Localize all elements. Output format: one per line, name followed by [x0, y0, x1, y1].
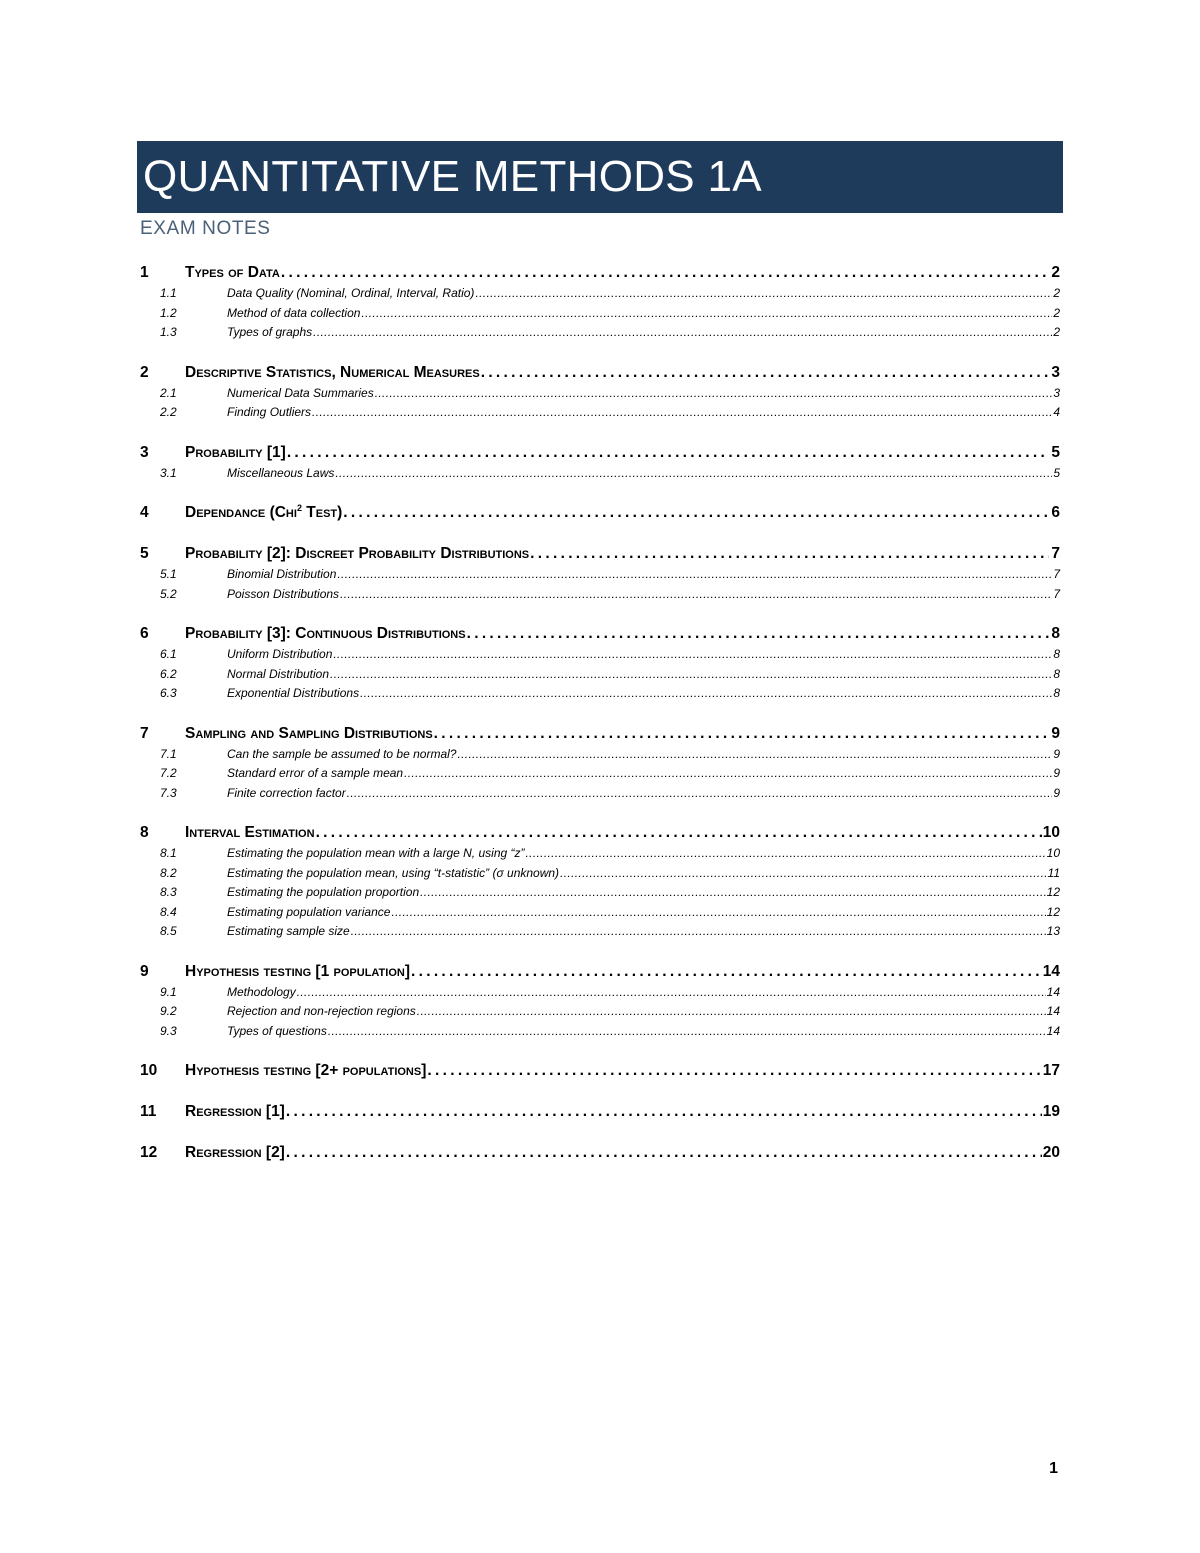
toc-page-number: 7: [1051, 545, 1060, 562]
toc-leader-dots: [475, 284, 1052, 304]
toc-section-title-end: Test): [301, 504, 343, 521]
toc-sub-entry[interactable]: [140, 645, 1060, 665]
toc-subsection-title: Finding Outliers: [227, 405, 312, 419]
toc-subsection-number: 8.1: [160, 846, 177, 860]
toc-subsection-number: 7.2: [160, 766, 177, 780]
toc-subsection-title: Estimating sample size: [227, 924, 350, 938]
toc-subsection-title: Poisson Distributions: [227, 586, 340, 601]
toc-section: [140, 623, 1060, 704]
toc-leader-dots: [340, 585, 1052, 605]
toc-leader-dots: [333, 645, 1052, 665]
toc-subsection-number: 8.2: [160, 865, 177, 880]
toc-sub-entry[interactable]: [140, 565, 1060, 585]
toc-leader-dots: [417, 1002, 1046, 1022]
document-title: QUANTITATIVE METHODS 1A: [143, 152, 762, 201]
toc-subsection-title: Miscellaneous Laws: [227, 465, 335, 480]
toc-sub-entry[interactable]: [140, 864, 1060, 884]
toc-subsection-number: 8.3: [160, 885, 177, 899]
toc-section-title: [185, 1142, 285, 1164]
toc-subsection-title: Methodology: [227, 984, 296, 999]
toc-leader-dots: [337, 565, 1052, 585]
toc-sub-entry[interactable]: [140, 284, 1060, 304]
toc-section-title-text: Hypothesis testing [2+ populations]: [185, 1062, 427, 1079]
toc-subsection-title: Estimating population variance: [227, 904, 391, 919]
toc-page-number: 20: [1042, 1144, 1060, 1161]
toc-main-entry[interactable]: [140, 723, 1060, 745]
toc-main-entry[interactable]: [140, 1142, 1060, 1164]
page-number: 1: [1049, 1460, 1058, 1477]
toc-sub-entry[interactable]: [140, 922, 1060, 942]
toc-sub-entry[interactable]: [140, 384, 1060, 404]
toc-sub-entry[interactable]: [140, 903, 1060, 923]
toc-page-number: 6: [1051, 504, 1060, 521]
toc-subsection-title: Normal Distribution: [227, 666, 330, 681]
toc-title-superscript: 2: [296, 502, 302, 513]
toc-subsection-number: 6.3: [160, 686, 177, 700]
toc-sub-entry[interactable]: [140, 784, 1060, 804]
toc-subsection-title: Estimating the population mean with a large N, using “z”: [227, 846, 525, 860]
toc-leader-dots: [427, 1060, 1041, 1082]
toc-sub-entry[interactable]: [140, 464, 1060, 484]
toc-leader-dots: [467, 623, 1049, 645]
toc-leader-dots: [526, 844, 1046, 864]
toc-main-entry[interactable]: [140, 1101, 1060, 1123]
toc-section-title: [185, 1060, 426, 1082]
toc-section-title-text: Probability [3]: Continuous Distributions: [185, 625, 466, 642]
toc-leader-dots: [560, 864, 1046, 884]
toc-section-title: [185, 822, 315, 844]
toc-subsection-title: Binomial Distribution: [227, 567, 337, 581]
toc-leader-dots: [286, 1142, 1042, 1164]
toc-subsection-title: Types of graphs: [227, 325, 313, 339]
toc-section-title-text: Regression [1]: [185, 1103, 285, 1120]
toc-main-entry[interactable]: [140, 362, 1060, 384]
toc-section-title-text: Hypothesis testing [1 population]: [185, 962, 410, 980]
toc-section-title: [185, 543, 529, 565]
toc-section: [140, 362, 1060, 423]
toc-section: [140, 502, 1060, 524]
toc-sub-entry[interactable]: [140, 764, 1060, 784]
toc-sub-entry[interactable]: [140, 665, 1060, 685]
toc-section-title: [185, 442, 286, 464]
toc-subsection-number: 2.2: [160, 405, 177, 419]
toc-section: [140, 822, 1060, 942]
toc-page-number: 14: [1042, 962, 1060, 980]
toc-subsection-title: Data Quality (Nominal, Ordinal, Interval, Ratio): [227, 286, 475, 300]
toc-leader-dots: [328, 1022, 1046, 1042]
toc-section-title-text: Descriptive Statistics, Numerical Measures: [185, 363, 480, 381]
toc-subsection-number: 1.2: [160, 305, 177, 320]
toc-section-title-text: Sampling and Sampling Distributions: [185, 724, 433, 742]
toc-section-title-text: Interval Estimation: [185, 824, 315, 841]
toc-section-title-text: Types of Data: [185, 264, 280, 281]
toc-section-title-text: Probability [2]: Discreet Probability Distributions: [185, 545, 530, 562]
toc-subsection-number: 9.2: [160, 1004, 177, 1018]
toc-leader-dots: [391, 903, 1045, 923]
document-subtitle: EXAM NOTES: [140, 218, 271, 239]
toc-page-number: 8: [1053, 666, 1060, 681]
toc-sub-entry[interactable]: [140, 844, 1060, 864]
toc-sub-entry[interactable]: [140, 304, 1060, 324]
toc-subsection-number: 8.4: [160, 904, 177, 919]
toc-section-title: [185, 502, 342, 524]
toc-page-number: 5: [1051, 443, 1060, 461]
toc-subsection-number: 5.1: [160, 567, 177, 581]
toc-sub-entry[interactable]: [140, 403, 1060, 423]
toc-section: [140, 1142, 1060, 1164]
toc-section-number: 2: [140, 363, 149, 381]
toc-main-entry[interactable]: [140, 822, 1060, 844]
toc-leader-dots: [335, 464, 1052, 484]
toc-sub-entry[interactable]: [140, 983, 1060, 1003]
toc-page-number: 9: [1051, 724, 1060, 742]
toc-section: [140, 262, 1060, 343]
toc-section-title: [185, 961, 410, 983]
toc-section-number: 8: [140, 824, 149, 841]
toc-main-entry[interactable]: [140, 442, 1060, 464]
toc-page-number: 8: [1053, 647, 1060, 661]
toc-leader-dots: [347, 784, 1053, 804]
toc-page-number: 5: [1053, 465, 1060, 480]
toc-main-entry[interactable]: [140, 623, 1060, 645]
toc-leader-dots: [297, 983, 1046, 1003]
toc-page-number: 4: [1053, 405, 1060, 419]
toc-page-number: 8: [1051, 625, 1060, 642]
toc-subsection-number: 5.2: [160, 586, 177, 601]
toc-leader-dots: [351, 922, 1046, 942]
toc-page-number: 13: [1046, 924, 1060, 938]
toc-subsection-number: 7.3: [160, 785, 177, 800]
toc-leader-dots: [411, 961, 1042, 983]
toc-page-number: 12: [1046, 885, 1060, 899]
toc-sub-entry[interactable]: [140, 684, 1060, 704]
toc-main-entry[interactable]: [140, 543, 1060, 565]
toc-section-title-text: Probability [1]: [185, 443, 286, 461]
toc-leader-dots: [312, 403, 1052, 423]
toc-subsection-title: Numerical Data Summaries: [227, 385, 374, 400]
toc-subsection-number: 8.5: [160, 924, 177, 938]
toc-page-number: 2: [1053, 325, 1060, 339]
toc-page-number: 2: [1051, 264, 1060, 281]
toc-sub-entry[interactable]: [140, 323, 1060, 343]
toc-leader-dots: [404, 764, 1052, 784]
toc-subsection-number: 6.1: [160, 647, 177, 661]
toc-subsection-number: 1.3: [160, 325, 177, 339]
toc-section: [140, 723, 1060, 804]
toc-page-number: 14: [1046, 1023, 1060, 1038]
toc-subsection-title: Estimating the population proportion: [227, 885, 420, 899]
toc-leader-dots: [434, 723, 1049, 745]
toc-page-number: 2: [1053, 305, 1060, 320]
toc-subsection-title: Method of data collection: [227, 305, 361, 320]
toc-section-title: [185, 623, 466, 645]
toc-section: [140, 961, 1060, 1042]
toc-section-number: 4: [140, 504, 149, 521]
toc-page-number: 19: [1042, 1103, 1060, 1120]
toc-subsection-number: 7.1: [160, 746, 177, 761]
toc-page-number: 12: [1046, 904, 1060, 919]
toc-leader-dots: [457, 745, 1052, 765]
toc-subsection-number: 1.1: [160, 286, 177, 300]
toc-leader-dots: [286, 1101, 1042, 1123]
toc-section-number: 6: [140, 625, 149, 642]
toc-subsection-title: Standard error of a sample mean: [227, 766, 404, 780]
toc-leader-dots: [330, 665, 1052, 685]
toc-section: [140, 1060, 1060, 1082]
toc-leader-dots: [375, 384, 1053, 404]
toc-subsection-title: Rejection and non-rejection regions: [227, 1004, 416, 1018]
toc-sub-entry[interactable]: [140, 883, 1060, 903]
toc-section-number: 3: [140, 443, 149, 461]
table-of-contents: [140, 262, 1060, 1164]
toc-sub-entry[interactable]: [140, 1022, 1060, 1042]
toc-leader-dots: [361, 304, 1052, 324]
toc-leader-dots: [287, 442, 1049, 464]
toc-page-number: 14: [1046, 984, 1060, 999]
toc-page-number: 10: [1042, 824, 1060, 841]
toc-subsection-number: 2.1: [160, 385, 177, 400]
toc-section-title-text: Dependance (Chi: [185, 504, 297, 521]
toc-section-title: [185, 362, 480, 384]
toc-sub-entry[interactable]: [140, 585, 1060, 605]
toc-page-number: 3: [1051, 363, 1060, 381]
toc-section-title: [185, 1101, 285, 1123]
toc-subsection-number: 9.3: [160, 1023, 177, 1038]
toc-leader-dots: [481, 362, 1049, 384]
toc-page-number: 9: [1053, 746, 1060, 761]
toc-page-number: 3: [1053, 385, 1060, 400]
toc-main-entry[interactable]: [140, 502, 1060, 524]
toc-leader-dots: [530, 543, 1049, 565]
toc-section-title: [185, 723, 433, 745]
toc-leader-dots: [343, 502, 1049, 524]
toc-subsection-title: Types of questions: [227, 1023, 327, 1038]
toc-page-number: 9: [1053, 766, 1060, 780]
toc-page-number: 7: [1053, 567, 1060, 581]
toc-page-number: 9: [1053, 785, 1060, 800]
toc-leader-dots: [316, 822, 1042, 844]
toc-section-number: 9: [140, 962, 149, 980]
toc-subsection-title: Can the sample be assumed to be normal?: [227, 746, 457, 761]
toc-page-number: 10: [1046, 846, 1060, 860]
toc-sub-entry[interactable]: [140, 1002, 1060, 1022]
toc-leader-dots: [360, 684, 1052, 704]
toc-subsection-number: 6.2: [160, 666, 177, 681]
toc-subsection-title: Estimating the population mean, using “t-statistic” (σ unknown): [227, 865, 560, 880]
toc-page-number: 17: [1042, 1062, 1060, 1079]
toc-section-number: 10: [140, 1062, 158, 1079]
toc-section-title-text: Regression [2]: [185, 1144, 285, 1161]
toc-page-number: 7: [1053, 586, 1060, 601]
toc-page-number: 11: [1047, 865, 1060, 880]
toc-main-entry[interactable]: [140, 1060, 1060, 1082]
toc-section-title: [185, 262, 280, 284]
toc-main-entry[interactable]: [140, 961, 1060, 983]
title-banner: [137, 141, 1063, 213]
toc-page-number: 14: [1046, 1004, 1060, 1018]
toc-subsection-title: Uniform Distribution: [227, 647, 333, 661]
toc-section: [140, 442, 1060, 484]
toc-page-number: 8: [1053, 686, 1060, 700]
toc-main-entry[interactable]: [140, 262, 1060, 284]
toc-sub-entry[interactable]: [140, 745, 1060, 765]
toc-section-number: 5: [140, 545, 149, 562]
toc-subsection-number: 3.1: [160, 465, 177, 480]
toc-subsection-title: Exponential Distributions: [227, 686, 360, 700]
toc-section: [140, 543, 1060, 604]
toc-section-number: 12: [140, 1144, 158, 1161]
toc-subsection-number: 9.1: [160, 984, 177, 999]
toc-section-number: 11: [140, 1103, 157, 1120]
toc-page-number: 2: [1053, 286, 1060, 300]
toc-leader-dots: [281, 262, 1049, 284]
toc-section-number: 1: [140, 264, 149, 281]
toc-section: [140, 1101, 1060, 1123]
toc-leader-dots: [313, 323, 1052, 343]
toc-subsection-title: Finite correction factor: [227, 785, 346, 800]
toc-leader-dots: [420, 883, 1046, 903]
toc-section-number: 7: [140, 724, 149, 742]
